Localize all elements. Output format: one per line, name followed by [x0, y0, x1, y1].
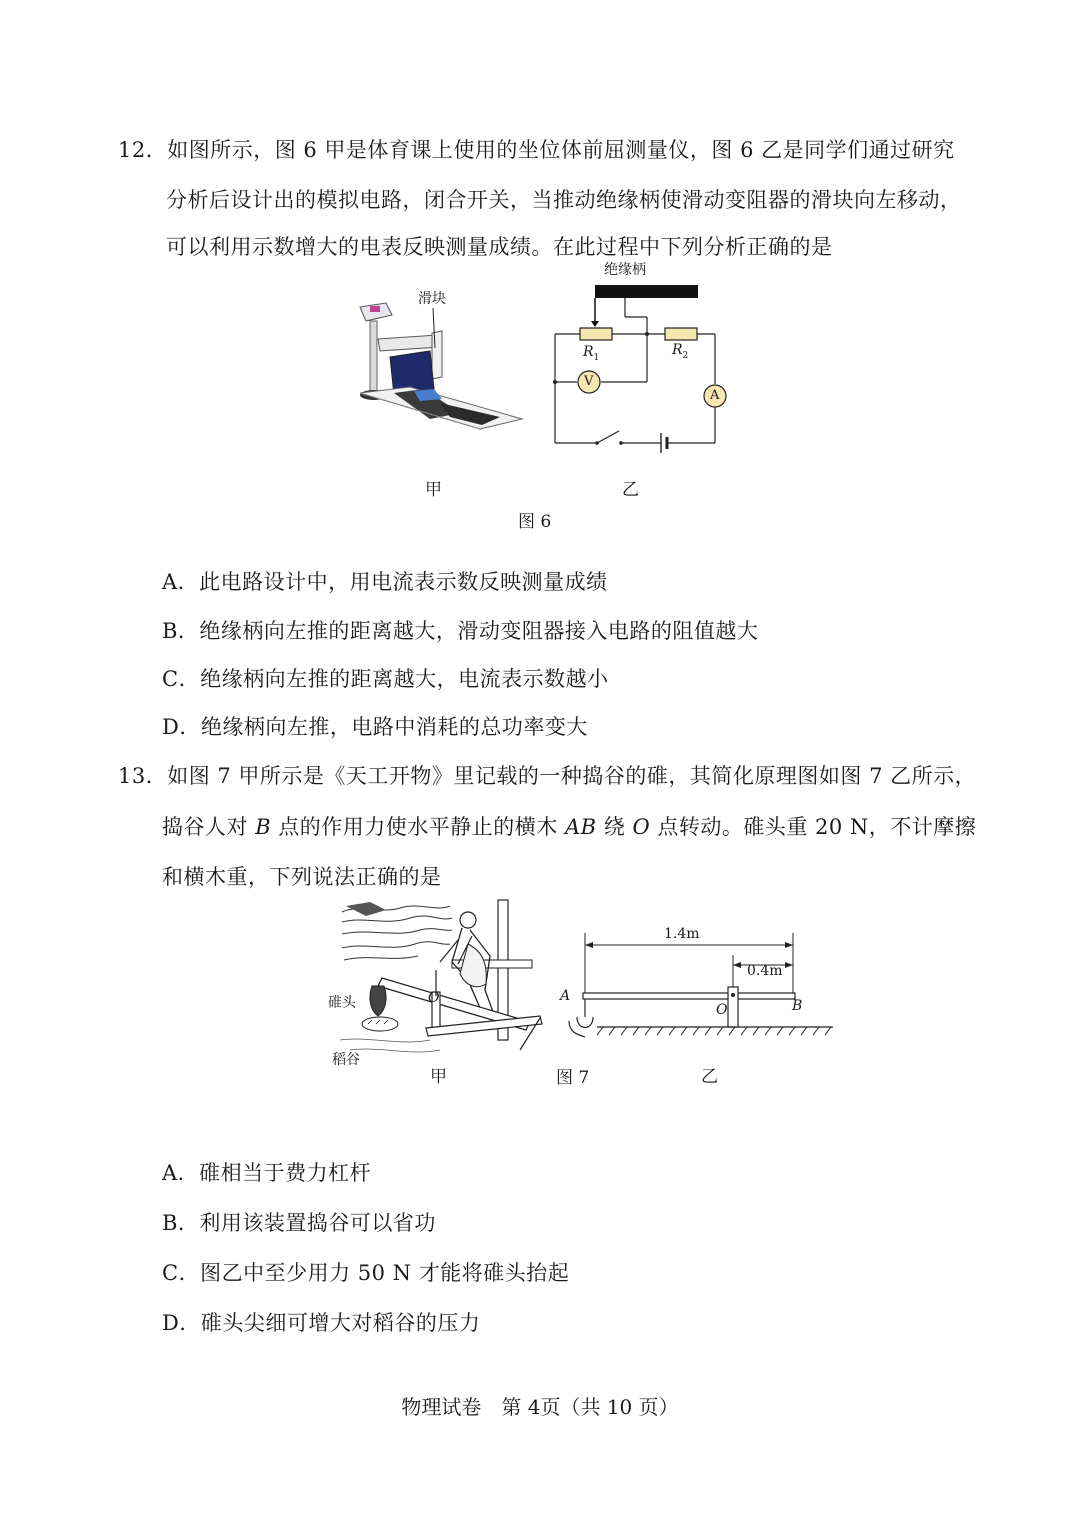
- ammeter-label: A: [710, 388, 720, 403]
- q12-option-a: A．此电路设计中，用电流表示数反映测量成绩: [162, 570, 608, 594]
- fig7-caption-b: 乙: [701, 1067, 718, 1087]
- voltmeter-label: V: [584, 374, 594, 389]
- fig6-caption-b: 乙: [622, 480, 639, 500]
- dimension-1-4m: 1.4m: [664, 926, 700, 942]
- page-footer: 物理试卷 第 4页（共 10 页）: [401, 1395, 679, 1419]
- circuit-diagram: [545, 275, 745, 475]
- q12-option-b: B．绝缘柄向左推的距离越大，滑动变阻器接入电路的阻值越大: [162, 619, 759, 643]
- label-a: A: [560, 988, 571, 1004]
- label-o: O: [716, 1002, 728, 1018]
- fig6-caption: 图 6: [518, 512, 552, 532]
- lever-diagram: [565, 925, 835, 1055]
- q12-option-d: D．绝缘柄向左推，电路中消耗的总功率变大: [162, 715, 588, 739]
- label-r2: $R_2$: [672, 342, 689, 361]
- q13-line-3: 和横木重，下列说法正确的是: [162, 865, 442, 889]
- slider-pointer-line: [425, 308, 445, 348]
- label-o-illustration: O: [428, 990, 440, 1006]
- q12-line-2: 分析后设计出的模拟电路，闭合开关，当推动绝缘柄使滑动变阻器的滑块向左移动，: [166, 188, 962, 212]
- label-grain: 稻谷: [332, 1052, 360, 1068]
- label-r1: $R_1$: [583, 344, 600, 363]
- q12-line-3: 可以利用示数增大的电表反映测量成绩。在此过程中下列分析正确的是: [166, 235, 833, 259]
- q12-option-c: C．绝缘柄向左推的距离越大，电流表示数越小: [162, 667, 609, 691]
- q13-option-c: C．图乙中至少用力 50 N 才能将碓头抬起: [162, 1261, 570, 1285]
- label-b: B: [792, 998, 803, 1014]
- q13-option-a: A．碓相当于费力杠杆: [162, 1161, 372, 1185]
- label-insulated-handle: 绝缘柄: [604, 262, 646, 278]
- dimension-0-4m: 0.4m: [747, 963, 783, 979]
- label-pestle-head: 碓头: [328, 995, 356, 1011]
- fig7-caption: 图 7: [556, 1068, 590, 1088]
- q13-option-d: D．碓头尖细可增大对稻谷的压力: [162, 1311, 481, 1335]
- grain-pounding-illustration: [340, 900, 550, 1060]
- q13-line-1: 13．如图 7 甲所示是《天工开物》里记载的一种捣谷的碓，其简化原理图如图 7 乙所示，: [118, 764, 977, 788]
- q13-option-b: B．利用该装置捣谷可以省功: [162, 1211, 436, 1235]
- label-slider: 滑块: [418, 291, 446, 307]
- q13-line-2: 捣谷人对 B 点的作用力使水平静止的横木 AB 绕 O 点转动。碓头重 20 N，不计摩擦: [162, 815, 977, 839]
- q12-line-1: 12．如图所示，图 6 甲是体育课上使用的坐位体前屈测量仪，图 6 乙是同学们通过研究: [118, 138, 955, 162]
- fig6-caption-a: 甲: [425, 480, 442, 500]
- fig7-caption-a: 甲: [430, 1067, 447, 1087]
